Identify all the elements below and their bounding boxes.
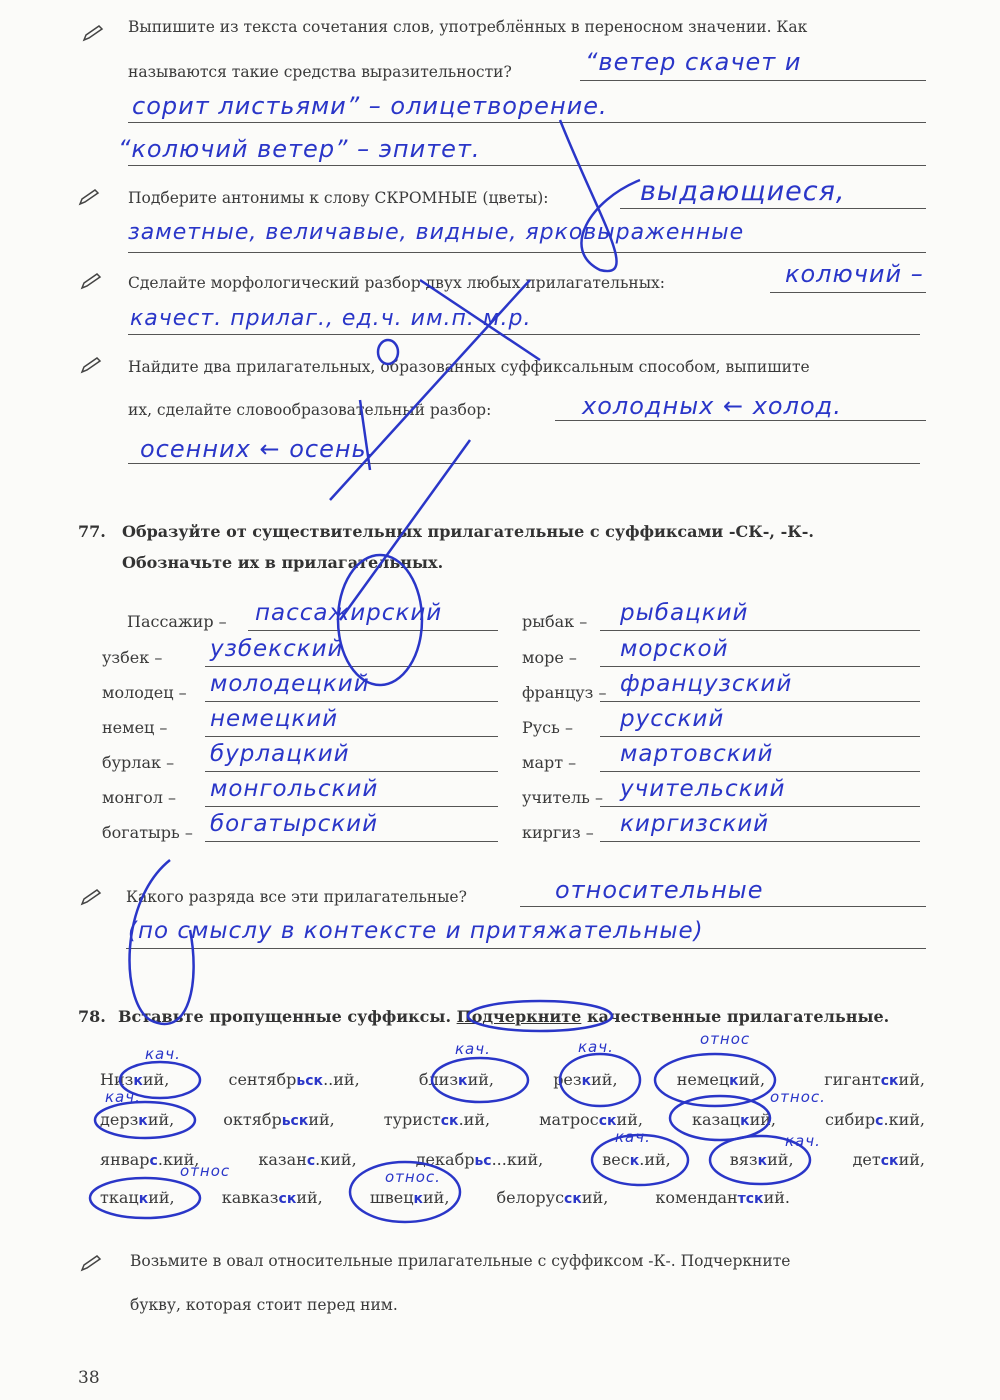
- ex77-noun-right: киргиз –: [522, 823, 594, 842]
- ex77-answer-1: относительные: [555, 876, 764, 904]
- word-stem: сентябр: [228, 1070, 297, 1089]
- ex77-noun-left: немец –: [102, 718, 168, 737]
- ex78-note: относ.: [385, 1168, 441, 1186]
- pencil-icon: [78, 188, 100, 206]
- answer-line: [205, 701, 498, 702]
- ex78-word: [853, 1150, 925, 1169]
- ex77-answer-right: морской: [620, 636, 729, 662]
- ex77-noun-left: Пассажир –: [127, 612, 227, 631]
- word-suffix-answer: тск: [737, 1191, 764, 1207]
- ex77-answer-right: киргизский: [620, 811, 770, 837]
- ex78-title-b: Подчеркните: [456, 1007, 582, 1026]
- ex77-answer-left: немецкий: [210, 706, 339, 732]
- ex77-noun-right: Русь –: [522, 718, 573, 737]
- word-ending: .кий,: [315, 1150, 357, 1169]
- answer-line: [205, 841, 498, 842]
- ex77-noun-left: богатырь –: [102, 823, 193, 842]
- ex77-answer-left: пассажирский: [255, 600, 443, 626]
- word-stem: кавказ: [221, 1188, 279, 1207]
- ex78-title: [118, 1007, 889, 1026]
- ex77-noun-right: море –: [522, 648, 577, 667]
- word-ending: ий,: [147, 1110, 175, 1129]
- answer-line: [600, 841, 920, 842]
- word-suffix-answer: к: [729, 1073, 739, 1089]
- ex78-word: [655, 1188, 790, 1207]
- ex77-answer-left: монгольский: [210, 776, 379, 802]
- ex78-word: [228, 1070, 359, 1089]
- ex78-note: кач.: [455, 1040, 491, 1058]
- answer-line: [600, 806, 920, 807]
- ex78-word: [825, 1110, 925, 1129]
- word-ending: .ий,: [639, 1150, 671, 1169]
- pencil-icon: [80, 1254, 102, 1272]
- ex77-noun-right: рыбак –: [522, 612, 588, 631]
- ex78-row: [100, 1110, 925, 1129]
- task4-answer-2: осенних ← осень.: [140, 435, 376, 463]
- task1-answer-3: “колючий ветер” – эпитет.: [118, 135, 481, 163]
- answer-line: [248, 630, 498, 631]
- ex78-word: [824, 1070, 925, 1089]
- ex77-title-cont: Обозначьте их в прилагательных.: [122, 553, 444, 572]
- word-stem: швец: [369, 1188, 414, 1207]
- word-suffix-answer: ск: [440, 1113, 459, 1129]
- task1-question: Выпишите из текста сочетания слов, употреблённых в переносном значении. Как: [128, 18, 808, 36]
- word-stem: близ: [418, 1070, 459, 1089]
- ex78-row: [100, 1188, 790, 1207]
- word-stem: вяз: [729, 1150, 758, 1169]
- word-suffix-answer: к: [740, 1113, 750, 1129]
- word-ending: ..ий,: [323, 1070, 360, 1089]
- word-stem: дет: [852, 1150, 881, 1169]
- word-ending: ий,: [467, 1070, 494, 1089]
- word-stem: комендан: [655, 1188, 738, 1207]
- word-stem: дерз: [100, 1110, 139, 1129]
- ex77-answer-left: бурлацкий: [210, 741, 350, 767]
- word-ending: ий,: [308, 1110, 335, 1129]
- answer-line: [600, 736, 920, 737]
- answer-line: [128, 334, 920, 335]
- word-stem: гигант: [824, 1070, 881, 1089]
- task3-answer-2: качест. прилаг., ед.ч. им.п. м.р.: [130, 306, 532, 331]
- word-stem: казан: [258, 1150, 307, 1169]
- word-ending: ий,: [767, 1150, 794, 1169]
- pencil-icon: [82, 24, 104, 42]
- task4-answer-1: холодных ← холод.: [582, 392, 842, 420]
- word-suffix-answer: ьс: [474, 1153, 492, 1169]
- word-stem: Низ: [100, 1070, 134, 1089]
- ex77-number: 77.: [78, 522, 106, 541]
- word-suffix-answer: к: [133, 1073, 143, 1089]
- pencil-icon: [80, 272, 102, 290]
- ex77-noun-left: бурлак –: [102, 753, 175, 772]
- word-stem: казац: [691, 1110, 741, 1129]
- word-ending: ий,: [749, 1110, 776, 1129]
- word-ending: ий,: [296, 1188, 323, 1207]
- word-stem: декабр: [415, 1150, 475, 1169]
- answer-line: [600, 771, 920, 772]
- answer-line: [600, 666, 920, 667]
- ex77-answer-left: молодецкий: [210, 671, 370, 697]
- word-ending: ий,: [591, 1070, 618, 1089]
- answer-line: [128, 122, 926, 123]
- answer-line: [205, 806, 498, 807]
- answer-line: [770, 292, 926, 293]
- ex77-answer-right: французский: [620, 671, 793, 697]
- word-suffix-answer: к: [413, 1191, 424, 1207]
- ex77-answer-left: богатырский: [210, 811, 379, 837]
- answer-line: [600, 701, 920, 702]
- word-stem: январ: [100, 1150, 150, 1169]
- word-stem: рез: [553, 1070, 582, 1089]
- task3-answer-1: колючий –: [785, 260, 924, 288]
- ex78-word: [100, 1110, 174, 1129]
- word-ending: ий,: [898, 1150, 925, 1169]
- answer-line: [128, 165, 926, 166]
- ex78-word: [419, 1070, 494, 1089]
- ex78-word: [416, 1150, 544, 1169]
- task4-question: Найдите два прилагательных, образованных суффиксальным способом, выпишите: [128, 358, 810, 376]
- word-stem: октябр: [223, 1110, 282, 1129]
- ex78-word: [370, 1188, 450, 1207]
- word-stem: сибир: [825, 1110, 876, 1129]
- ex77-noun-left: молодец –: [102, 683, 187, 702]
- word-stem: матрос: [539, 1110, 599, 1129]
- ex78-word: [100, 1070, 169, 1089]
- task2-question: Подберите антонимы к слову СКРОМНЫЕ (цветы):: [128, 189, 549, 207]
- ex78-word: [223, 1110, 335, 1129]
- answer-line: [205, 771, 498, 772]
- ex78-word: [730, 1150, 794, 1169]
- word-suffix-answer: к: [629, 1153, 640, 1169]
- word-suffix-answer: ск: [278, 1191, 297, 1207]
- ex78-word: [692, 1110, 776, 1129]
- ex77-answer-left: узбекский: [210, 636, 344, 662]
- ex78-title-c: качественные прилагательные.: [586, 1007, 890, 1026]
- answer-line: [128, 463, 920, 464]
- ex78-note: кач.: [615, 1128, 651, 1146]
- ex77-noun-left: узбек –: [102, 648, 163, 667]
- word-ending: .кий,: [883, 1110, 925, 1129]
- ex78-word: [539, 1110, 643, 1129]
- word-stem: белорус: [496, 1188, 565, 1207]
- task1-question-cont: называются такие средства выразительности?: [128, 63, 512, 81]
- word-ending: .ий,: [458, 1110, 491, 1129]
- ex78-note: кач.: [105, 1088, 141, 1106]
- word-ending: ий,: [738, 1070, 766, 1089]
- ex78-word: [100, 1188, 175, 1207]
- word-ending: ий,: [423, 1188, 450, 1207]
- word-ending: ...кий,: [491, 1150, 544, 1169]
- word-suffix-answer: к: [581, 1073, 592, 1089]
- word-ending: ий,: [142, 1070, 170, 1089]
- ex77-noun-right: учитель –: [522, 788, 603, 807]
- ex78-note: кач.: [785, 1132, 821, 1150]
- ex77-question: Какого разряда все эти прилагательные?: [126, 888, 467, 906]
- ex78-word: [602, 1150, 670, 1169]
- ex77-answer-right: рыбацкий: [620, 600, 749, 626]
- answer-line: [205, 736, 498, 737]
- ex78-note: относ: [700, 1030, 751, 1048]
- word-suffix-answer: с: [149, 1153, 158, 1169]
- word-ending: ий,: [581, 1188, 609, 1207]
- word-stem: немец: [676, 1070, 730, 1089]
- word-ending: ий,: [148, 1188, 175, 1207]
- answer-line: [620, 208, 926, 209]
- task3-question: Сделайте морфологический разбор двух любых прилагательных:: [128, 274, 666, 292]
- word-suffix-answer: ьск: [296, 1073, 324, 1089]
- task5-question: Возьмите в овал относительные прилагательные с суффиксом -К-. Подчеркните: [130, 1252, 791, 1270]
- ex78-word: [222, 1188, 323, 1207]
- task1-answer-1: “ветер скачет и: [585, 48, 802, 76]
- ex78-number: 78.: [78, 1007, 106, 1026]
- word-suffix-answer: с: [875, 1113, 884, 1129]
- ex78-word: [384, 1110, 490, 1129]
- ex77-noun-right: март –: [522, 753, 577, 772]
- page-number: 38: [78, 1368, 100, 1388]
- answer-line: [600, 630, 920, 631]
- word-stem: турист: [383, 1110, 441, 1129]
- word-suffix-answer: ьск: [281, 1113, 309, 1129]
- ex77-answer-right: учительский: [620, 776, 786, 802]
- ex77-title: Образуйте от существительных прилагательные с суффиксами -СК-, -К-.: [122, 522, 814, 541]
- answer-line: [555, 420, 926, 421]
- answer-line: [520, 906, 926, 907]
- word-suffix-answer: ск: [880, 1153, 899, 1169]
- task2-answer-2: заметные, величавые, видные, ярковыраженные: [128, 220, 745, 245]
- answer-line: [126, 948, 926, 949]
- word-ending: ий,: [898, 1070, 925, 1089]
- ex77-noun-right: француз –: [522, 683, 607, 702]
- word-ending: ий.: [763, 1188, 790, 1207]
- ex78-row: [100, 1070, 925, 1089]
- word-suffix-answer: к: [757, 1153, 768, 1169]
- ex78-word: [497, 1188, 609, 1207]
- ex78-title-a: Вставьте пропущенные суффиксы.: [118, 1007, 452, 1026]
- ex77-answer-right: мартовский: [620, 741, 774, 767]
- ex78-word: [677, 1070, 765, 1089]
- task5-question-cont: букву, которая стоит перед ним.: [130, 1296, 398, 1314]
- ex78-word: [258, 1150, 356, 1169]
- ex78-note: относ.: [770, 1088, 826, 1106]
- task4-question-cont: их, сделайте словообразовательный разбор:: [128, 401, 492, 419]
- task1-answer-2: сорит листьями” – олицетворение.: [132, 92, 608, 120]
- word-suffix-answer: к: [138, 1113, 148, 1129]
- ex77-noun-left: монгол –: [102, 788, 177, 807]
- answer-line: [580, 80, 926, 81]
- word-stem: ткац: [100, 1188, 139, 1207]
- ex78-note: кач.: [145, 1045, 181, 1063]
- word-suffix-answer: ск: [880, 1073, 899, 1089]
- word-suffix-answer: ск: [598, 1113, 617, 1129]
- task2-answer-1: выдающиеся,: [640, 176, 846, 207]
- ex77-answer-right: русский: [620, 706, 725, 732]
- word-suffix-answer: ск: [564, 1191, 582, 1207]
- word-suffix-answer: к: [458, 1073, 468, 1089]
- pencil-icon: [80, 356, 102, 374]
- word-ending: .кий,: [157, 1150, 200, 1169]
- ex77-answer-2: (по смыслу в контексте и притяжательные): [128, 918, 704, 944]
- ex78-note: относ: [180, 1162, 231, 1180]
- ex78-note: кач.: [578, 1038, 614, 1056]
- answer-line: [128, 252, 926, 253]
- word-suffix-answer: с: [306, 1153, 316, 1169]
- word-stem: вес: [602, 1150, 630, 1169]
- word-ending: ий,: [616, 1110, 643, 1129]
- pen-stroke: [560, 120, 640, 271]
- answer-line: [205, 666, 498, 667]
- pencil-icon: [80, 888, 102, 906]
- word-suffix-answer: к: [138, 1191, 149, 1207]
- ex78-word: [553, 1070, 617, 1089]
